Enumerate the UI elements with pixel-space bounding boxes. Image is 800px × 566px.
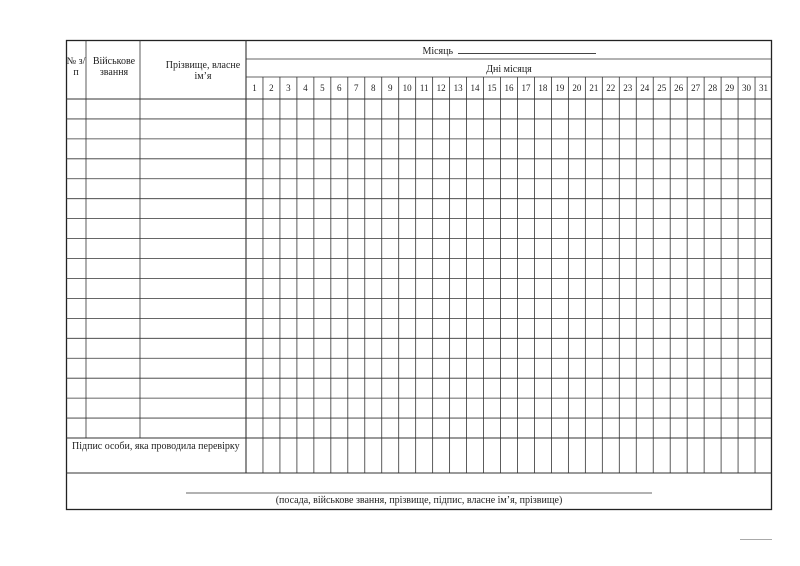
day-number: 23 (623, 83, 633, 93)
day-number: 17 (521, 83, 531, 93)
day-number: 7 (354, 83, 359, 93)
header-month-cell (246, 44, 772, 57)
day-number: 4 (303, 83, 308, 93)
month-label: Місяць (422, 46, 454, 57)
day-number: 6 (337, 83, 342, 93)
attendance-table (66, 40, 772, 510)
day-number: 11 (419, 83, 429, 93)
day-number: 27 (691, 83, 701, 93)
month-fill-line (458, 44, 596, 54)
day-number: 25 (657, 83, 667, 93)
day-number: 19 (555, 83, 565, 93)
day-number: 9 (387, 83, 393, 93)
day-number: 13 (453, 83, 463, 93)
page-corner-mark (740, 539, 772, 540)
day-number: 30 (742, 83, 752, 93)
header-number-cell: № з/п (66, 56, 86, 78)
day-number: 22 (606, 83, 616, 93)
day-number: 21 (589, 83, 599, 93)
table-grid (66, 40, 772, 510)
day-number: 2 (269, 83, 274, 93)
day-number: 5 (320, 83, 325, 93)
table-border (67, 41, 772, 510)
day-number: 18 (538, 83, 548, 93)
header-name-cell: Прізвище, власне ім’я (165, 60, 241, 82)
day-number: 16 (504, 83, 514, 93)
day-number: 15 (487, 83, 497, 93)
day-number: 12 (436, 83, 446, 93)
day-number: 26 (674, 83, 684, 93)
header-days-cell: Дні місяця (486, 64, 532, 75)
day-number: 8 (370, 83, 376, 93)
footer-caption: (посада, військове звання, прізвище, підпис, власне ім’я, прізвище) (275, 495, 563, 506)
day-number: 24 (640, 83, 650, 93)
signature-label-cell: Підпис особи, яка проводила перевірку (72, 441, 240, 452)
day-number: 29 (725, 83, 735, 93)
day-number: 28 (708, 83, 718, 93)
header-rank-cell: Військове звання (92, 56, 136, 78)
day-number: 3 (286, 83, 291, 93)
day-number: 1 (252, 83, 257, 93)
day-number: 20 (572, 83, 582, 93)
day-number: 31 (759, 83, 768, 93)
day-number: 10 (402, 83, 412, 93)
day-number: 14 (470, 83, 480, 93)
